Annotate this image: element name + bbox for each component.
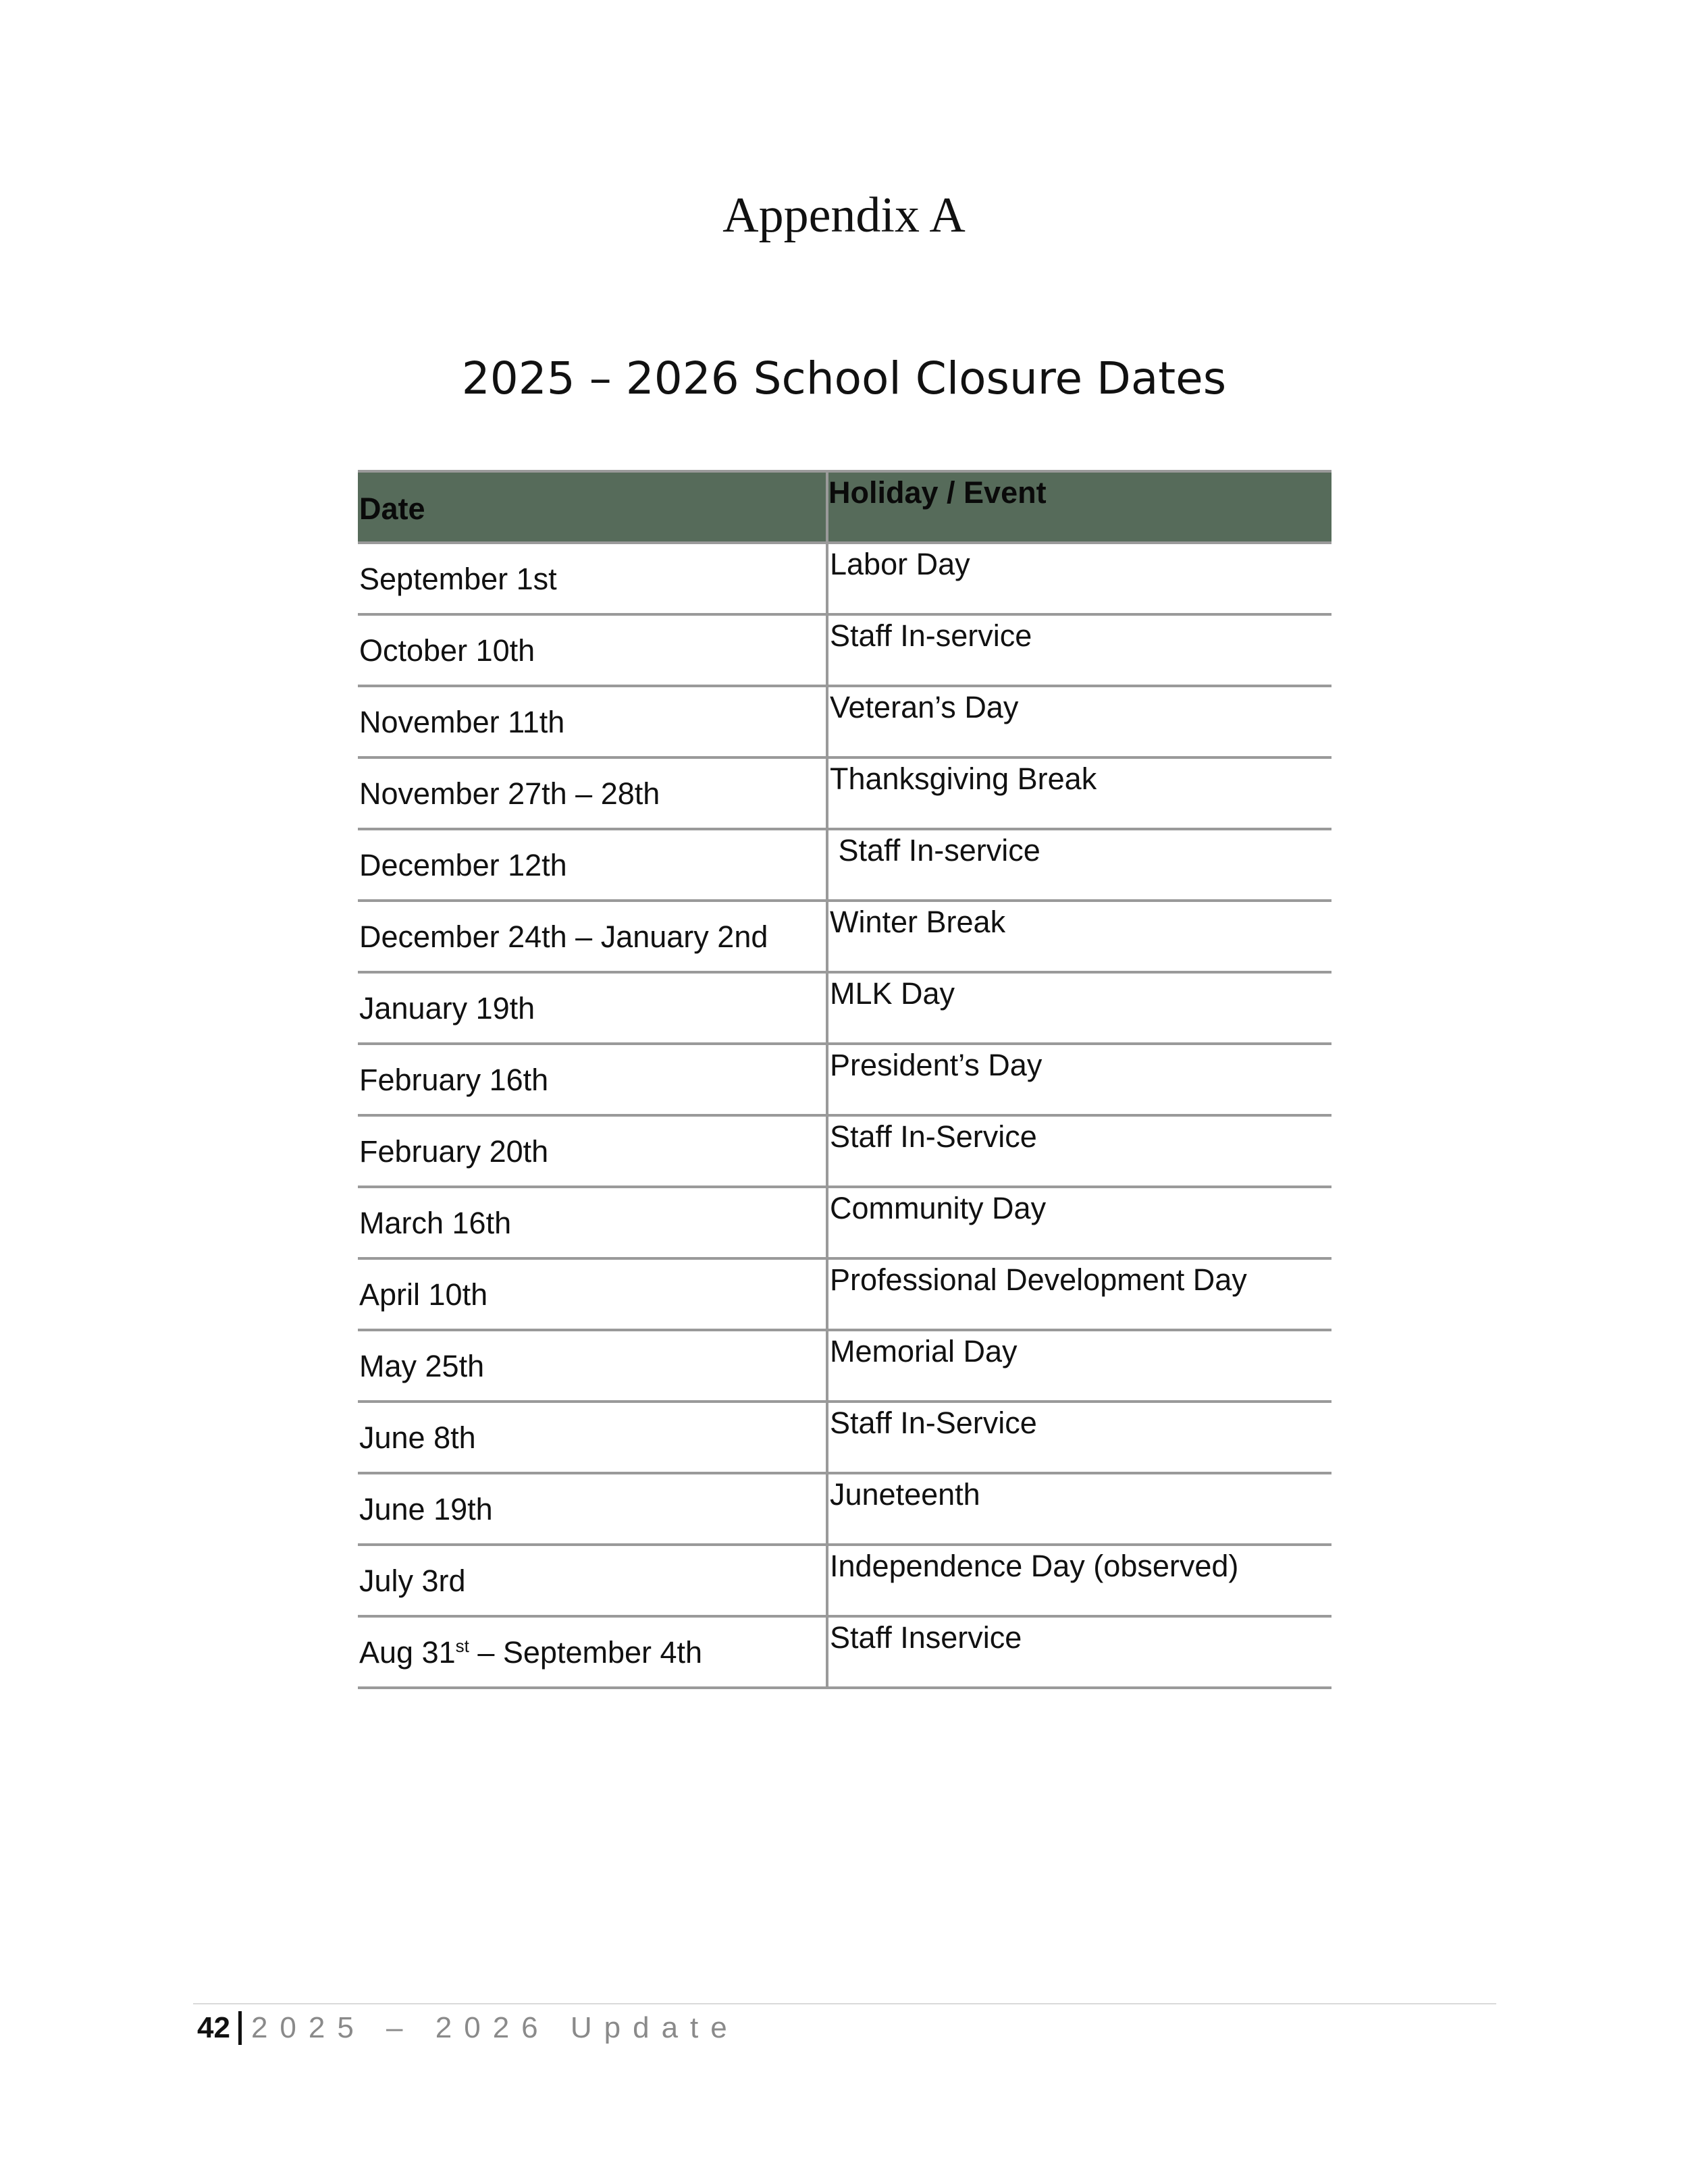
table-row [358, 1545, 1331, 1616]
event-cell: Staff In-service [827, 614, 1331, 686]
date-cell: September 1st [358, 543, 827, 614]
event-cell: Staff In-Service [827, 1115, 1331, 1187]
date-cell: December 24th – January 2nd [358, 901, 827, 972]
event-cell: Labor Day [827, 543, 1331, 614]
date-ordinal-superscript: st [455, 1636, 469, 1656]
event-cell: Community Day [827, 1187, 1331, 1258]
header-event: Holiday / Event [827, 471, 1331, 543]
table-row [358, 1473, 1331, 1545]
event-cell: Winter Break [827, 901, 1331, 972]
date-cell: July 3rd [358, 1545, 827, 1616]
date-cell: November 11th [358, 686, 827, 757]
table-row [358, 1258, 1331, 1330]
event-cell: Veteran’s Day [827, 686, 1331, 757]
date-cell: October 10th [358, 614, 827, 686]
footer-separator [238, 2011, 242, 2045]
date-cell: December 12th [358, 829, 827, 901]
table-row [358, 757, 1331, 829]
date-cell [358, 1616, 827, 1688]
table-row [358, 829, 1331, 901]
table-row [358, 686, 1331, 757]
table-row [358, 614, 1331, 686]
table-row [358, 1616, 1331, 1688]
table-row [358, 1330, 1331, 1402]
table-header-row [358, 471, 1331, 543]
event-cell: Professional Development Day [827, 1258, 1331, 1330]
event-cell: President’s Day [827, 1044, 1331, 1115]
date-cell: March 16th [358, 1187, 827, 1258]
page-number: 42 [197, 2011, 230, 2044]
date-prefix: Aug 31 [359, 1635, 456, 1670]
date-cell: November 27th – 28th [358, 757, 827, 829]
closure-dates-table [358, 470, 1331, 1689]
footer-divider [193, 2003, 1496, 2004]
event-cell: Independence Day (observed) [827, 1545, 1331, 1616]
table-row [358, 901, 1331, 972]
event-cell: Staff In-Service [827, 1402, 1331, 1473]
date-cell: April 10th [358, 1258, 827, 1330]
event-cell: Thanksgiving Break [827, 757, 1331, 829]
date-cell: June 19th [358, 1473, 827, 1545]
date-cell: June 8th [358, 1402, 827, 1473]
table-row [358, 972, 1331, 1044]
appendix-title: Appendix A [722, 188, 966, 243]
event-cell: Memorial Day [827, 1330, 1331, 1402]
date-cell: February 20th [358, 1115, 827, 1187]
date-suffix: – September 4th [469, 1635, 703, 1670]
footer-title: 2025 – 2026 Update [250, 2011, 739, 2044]
event-cell: Juneteenth [827, 1473, 1331, 1545]
table-row [358, 543, 1331, 614]
table-row [358, 1187, 1331, 1258]
document-subtitle: 2025 – 2026 School Closure Dates [461, 352, 1227, 404]
event-cell: MLK Day [827, 972, 1331, 1044]
table-row [358, 1115, 1331, 1187]
header-date: Date [358, 471, 827, 543]
table-row [358, 1044, 1331, 1115]
page-footer [197, 2008, 739, 2048]
event-cell: Staff Inservice [827, 1616, 1331, 1688]
date-cell: January 19th [358, 972, 827, 1044]
date-cell: February 16th [358, 1044, 827, 1115]
date-cell: May 25th [358, 1330, 827, 1402]
table-row [358, 1402, 1331, 1473]
event-cell: Staff In-service [827, 829, 1331, 901]
